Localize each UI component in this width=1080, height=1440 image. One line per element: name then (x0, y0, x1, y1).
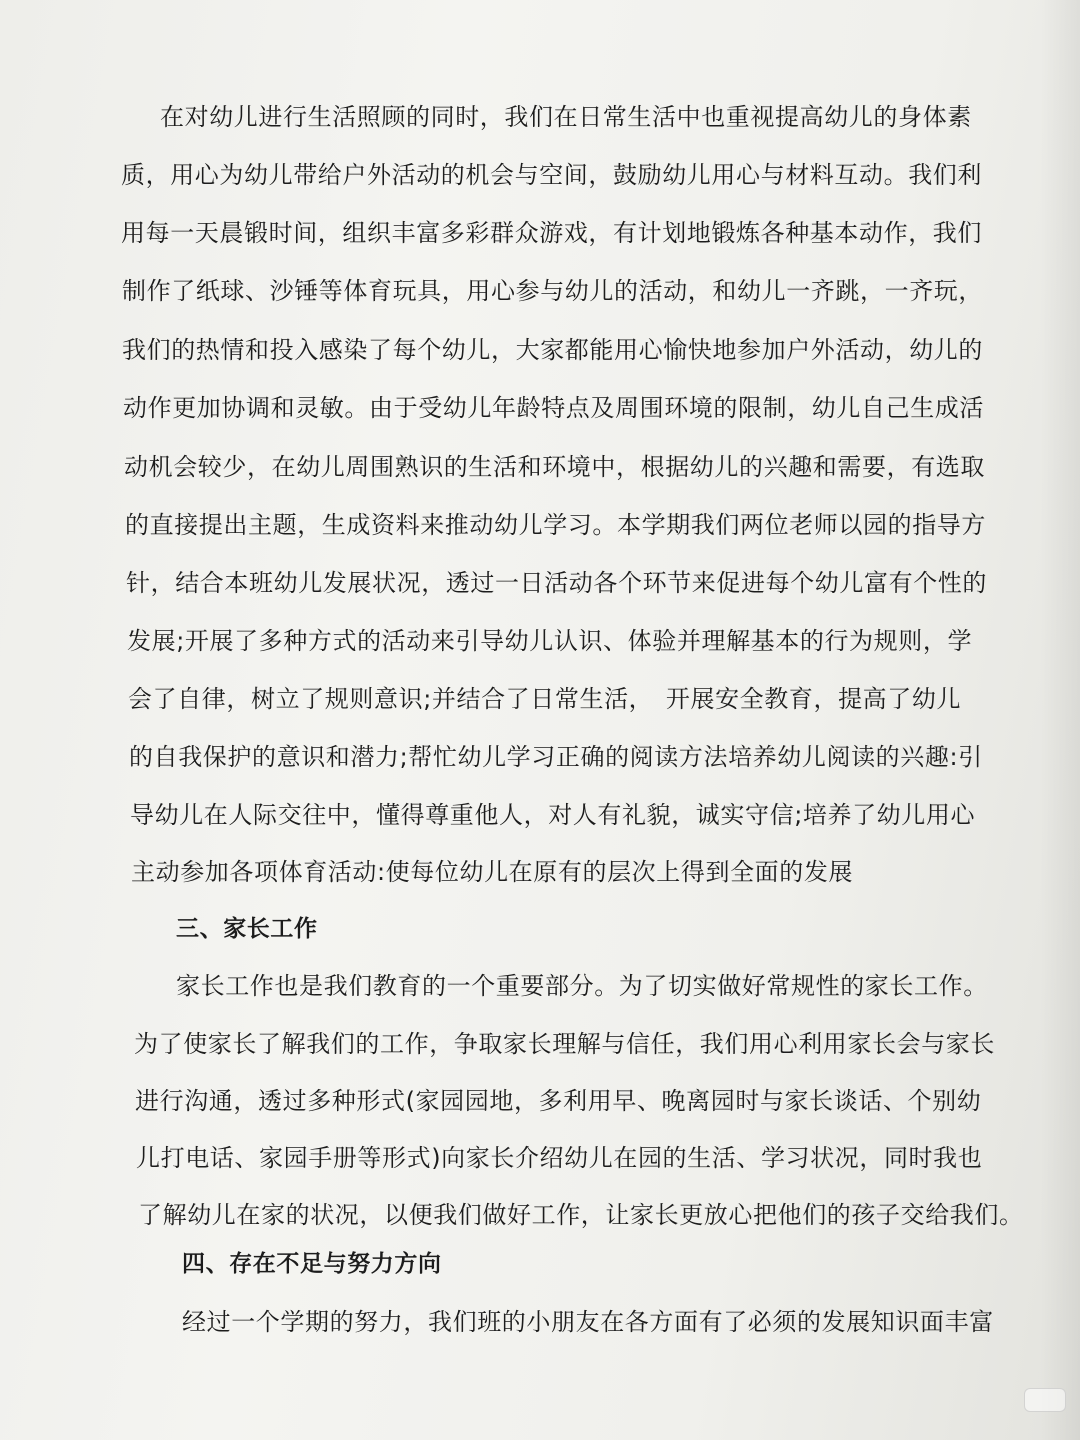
text-line: 质，用心为幼儿带给户外活动的机会与空间，鼓励幼儿用心与材料互动。我们利 (121, 161, 982, 189)
text-line: 为了使家长了解我们的工作，争取家长理解与信任，我们用心利用家长会与家长 (134, 1030, 995, 1058)
text-line: 在对幼儿进行生活照顾的同时，我们在日常生活中也重视提高幼儿的身体素 (160, 103, 972, 131)
text-line: 的直接提出主题，生成资料来推动幼儿学习。本学期我们两位老师以园的指导方 (125, 511, 986, 539)
text-line: 进行沟通，透过多种形式(家园园地，多利用早、晚离园时与家长谈话、个别幼 (135, 1087, 982, 1115)
text-line: 主动参加各项体育活动:使每位幼儿在原有的层次上得到全面的发展 (131, 858, 854, 886)
page-edge-shadow (1040, 0, 1080, 1440)
text-line: 的自我保护的意识和潜力;帮忙幼儿学习正确的阅读方法培养幼儿阅读的兴趣:引 (129, 743, 983, 771)
section-heading: 四、存在不足与努力方向 (182, 1251, 442, 1277)
text-line: 儿打电话、家园手册等形式)向家长介绍幼儿在园的生活、学习状况，同时我也 (136, 1144, 983, 1172)
text-line: 动作更加协调和灵敏。由于受幼儿年龄特点及周围环境的限制，幼儿自己生成活 (123, 394, 984, 422)
text-line: 经过一个学期的努力，我们班的小朋友在各方面有了必须的发展知识面丰富 (182, 1308, 994, 1336)
text-line: 用每一天晨锻时间，组织丰富多彩群众游戏，有计划地锻炼各种基本动作，我们 (121, 219, 982, 247)
text-line: 动机会较少，在幼儿周围熟识的生活和环境中，根据幼儿的兴趣和需要，有选取 (124, 453, 985, 481)
text-line: 制作了纸球、沙锤等体育玩具，用心参与幼儿的活动，和幼儿一齐跳，一齐玩， (122, 277, 983, 305)
text-line: 针，结合本班幼儿发展状况，透过一日活动各个环节来促进每个幼儿富有个性的 (126, 569, 987, 597)
text-line: 会了自律，树立了规则意识;并结合了日常生活， 开展安全教育，提高了幼儿 (128, 685, 962, 713)
text-line: 家长工作也是我们教育的一个重要部分。为了切实做好常规性的家长工作。 (176, 972, 988, 1000)
text-line: 了解幼儿在家的状况，以便我们做好工作，让家长更放心把他们的孩子交给我们。 (138, 1201, 1024, 1229)
section-heading: 三、家长工作 (176, 916, 318, 942)
text-line: 导幼儿在人际交往中，懂得尊重他人，对人有礼貌，诚实守信;培养了幼儿用心 (130, 801, 976, 829)
text-line: 发展;开展了多种方式的活动来引导幼儿认识、体验并理解基本的行为规则，学 (127, 627, 973, 655)
text-line: 我们的热情和投入感染了每个幼儿，大家都能用心愉快地参加户外活动，幼儿的 (122, 336, 983, 364)
watermark-badge (1024, 1388, 1066, 1412)
